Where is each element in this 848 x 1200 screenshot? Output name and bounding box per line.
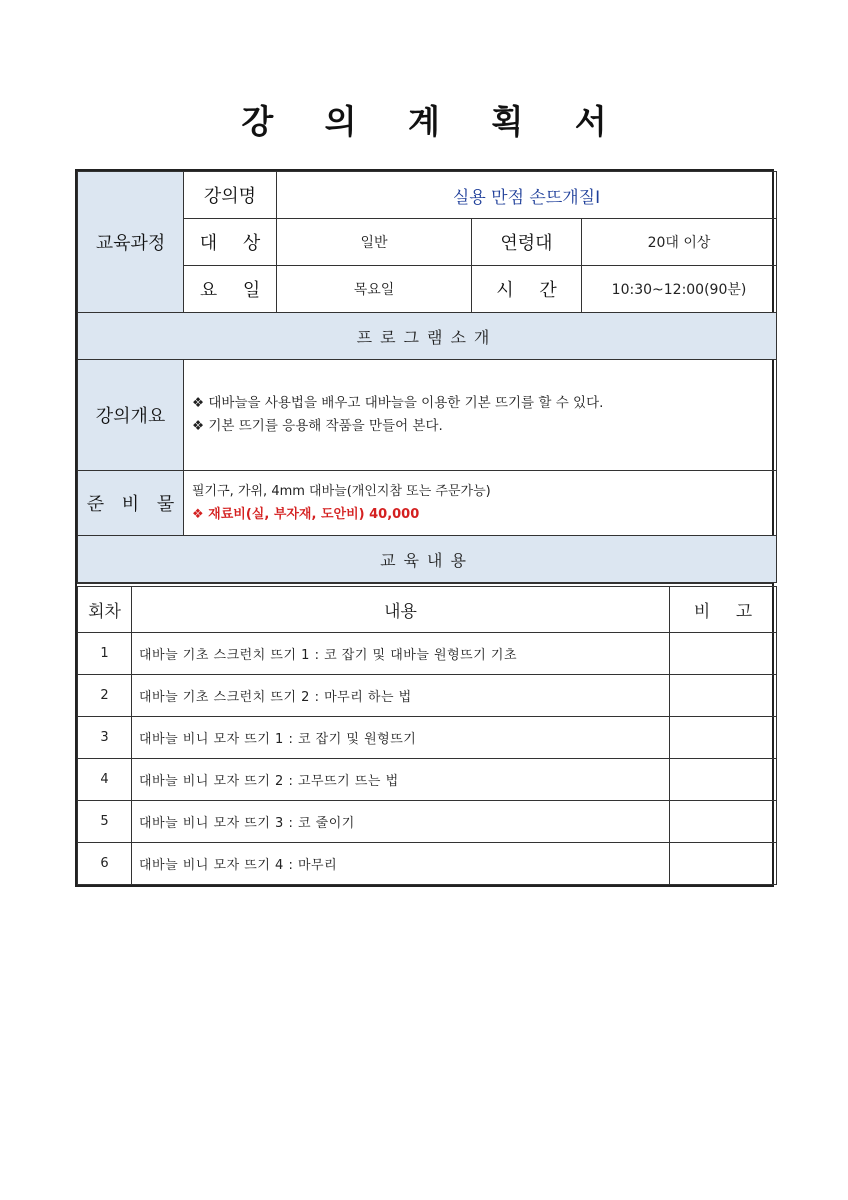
session-content: 대바늘 비니 모자 뜨기 2 : 고무뜨기 뜨는 법 <box>132 759 670 801</box>
day-value: 목요일 <box>277 266 472 313</box>
session-note <box>670 801 777 843</box>
session-number: 1 <box>78 633 132 675</box>
session-number: 6 <box>78 843 132 885</box>
age-value: 20대 이상 <box>582 219 777 266</box>
session-number: 2 <box>78 675 132 717</box>
curriculum-table <box>77 586 777 885</box>
overview-item: ❖ 기본 뜨기를 응용해 작품을 만들어 본다. <box>192 418 443 434</box>
time-label: 시 간 <box>472 266 582 313</box>
col-session-header: 회차 <box>78 587 132 633</box>
session-note <box>670 759 777 801</box>
program-intro-header: 프로그램소개 <box>78 313 777 360</box>
session-content: 대바늘 기초 스크런치 뜨기 2 : 마무리 하는 법 <box>132 675 670 717</box>
session-note <box>670 675 777 717</box>
overview-content <box>184 360 777 471</box>
session-content: 대바늘 비니 모자 뜨기 3 : 코 줄이기 <box>132 801 670 843</box>
supplies-content <box>184 471 777 536</box>
curriculum-header: 교육내용 <box>78 536 777 583</box>
time-value: 10:30~12:00(90분) <box>582 266 777 313</box>
age-label: 연령대 <box>472 219 582 266</box>
supplies-label: 준 비 물 <box>78 471 184 536</box>
table-row <box>78 759 777 801</box>
table-row <box>78 633 777 675</box>
session-content: 대바늘 기초 스크런치 뜨기 1 : 코 잡기 및 대바늘 원형뜨기 기초 <box>132 633 670 675</box>
session-note <box>670 843 777 885</box>
syllabus-frame <box>75 169 774 887</box>
session-content: 대바늘 비니 모자 뜨기 1 : 코 잡기 및 원형뜨기 <box>132 717 670 759</box>
col-content-header: 내용 <box>132 587 670 633</box>
target-label: 대 상 <box>184 219 277 266</box>
table-row <box>78 675 777 717</box>
session-note <box>670 717 777 759</box>
target-value: 일반 <box>277 219 472 266</box>
day-label: 요 일 <box>184 266 277 313</box>
course-info-table <box>77 171 777 583</box>
course-section-label: 교육과정 <box>78 172 184 313</box>
session-number: 3 <box>78 717 132 759</box>
course-name-value: 실용 만점 손뜨개질Ⅰ <box>277 172 777 219</box>
session-content: 대바늘 비니 모자 뜨기 4 : 마무리 <box>132 843 670 885</box>
session-number: 5 <box>78 801 132 843</box>
table-row <box>78 717 777 759</box>
col-note-header: 비 고 <box>670 587 777 633</box>
material-fee: ❖ 재료비(실, 부자재, 도안비) 40,000 <box>192 507 420 522</box>
table-row <box>78 801 777 843</box>
overview-item: ❖ 대바늘을 사용법을 배우고 대바늘을 이용한 기본 뜨기를 할 수 있다. <box>192 395 604 411</box>
session-number: 4 <box>78 759 132 801</box>
table-row <box>78 843 777 885</box>
overview-label: 강의개요 <box>78 360 184 471</box>
session-note <box>670 633 777 675</box>
document-title: 강 의 계 획 서 <box>241 102 627 141</box>
supplies-text: 필기구, 가위, 4mm 대바늘(개인지참 또는 주문가능) <box>192 484 491 499</box>
course-name-label: 강의명 <box>184 172 277 219</box>
